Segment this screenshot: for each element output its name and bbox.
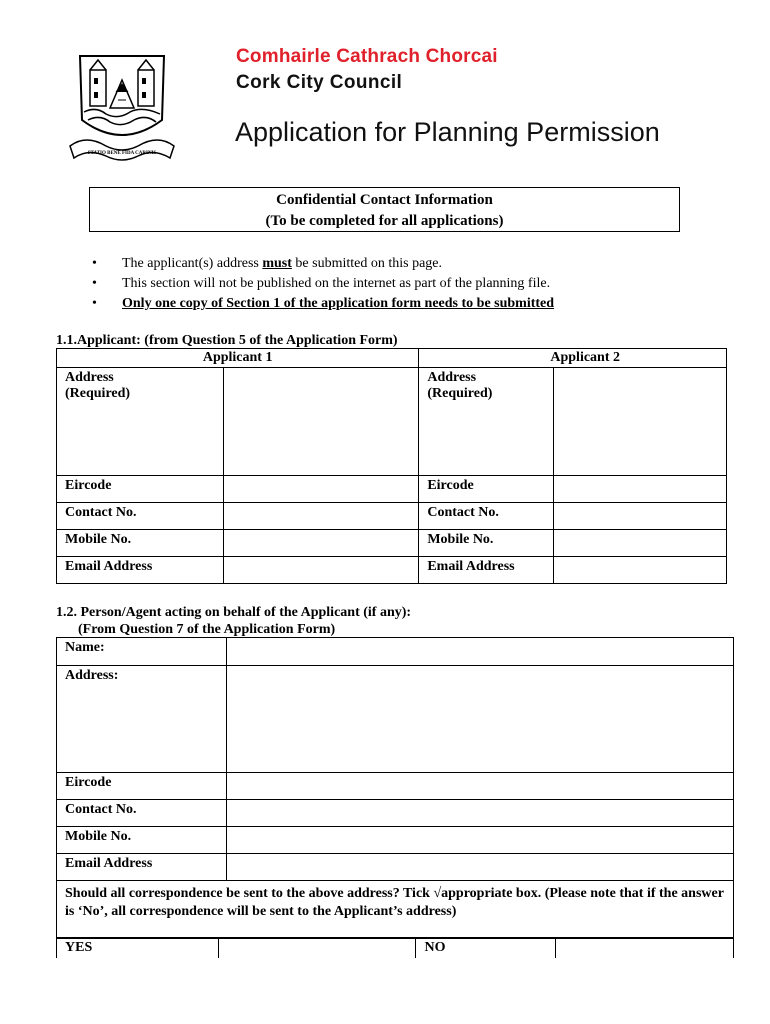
applicant-2-contact-field[interactable] <box>554 503 727 530</box>
bullet-icon: • <box>92 256 97 271</box>
address-label: Address (Required) <box>419 368 554 476</box>
eircode-label: Eircode <box>419 476 554 503</box>
bullet-text: The applicant(s) address <box>122 256 263 271</box>
mobile-label: Mobile No. <box>419 530 554 557</box>
agent-table <box>56 637 734 938</box>
bullet-icon: • <box>92 276 97 291</box>
applicant-1-contact-field[interactable] <box>223 503 419 530</box>
confidential-box <box>89 187 680 232</box>
bullet-text: Only one copy of Section 1 of the application form needs to be submitted <box>122 296 555 311</box>
instruction-list <box>92 254 554 314</box>
applicant-1-email-field[interactable] <box>223 557 419 584</box>
list-item <box>92 274 554 294</box>
agent-address-label: Address: <box>57 666 227 773</box>
agent-mobile-field[interactable] <box>226 827 733 854</box>
section-2-subheading: (From Question 7 of the Application Form) <box>78 622 336 637</box>
council-name-english: Cork City Council <box>236 72 403 93</box>
list-item <box>92 294 554 314</box>
applicant-1-eircode-field[interactable] <box>223 476 419 503</box>
agent-email-field[interactable] <box>226 854 733 881</box>
applicant-2-email-field[interactable] <box>554 557 727 584</box>
agent-mobile-label: Mobile No. <box>57 827 227 854</box>
email-label: Email Address <box>419 557 554 584</box>
applicant-2-header: Applicant 2 <box>419 349 727 368</box>
cork-city-crest-logo <box>66 50 178 168</box>
confidential-title: Confidential Contact Information <box>276 192 493 208</box>
bullet-icon: • <box>92 296 97 311</box>
agent-eircode-field[interactable] <box>226 773 733 800</box>
no-checkbox[interactable] <box>556 939 734 959</box>
applicant-2-eircode-field[interactable] <box>554 476 727 503</box>
confidential-subtitle: (To be completed for all applications) <box>265 213 504 229</box>
section-1-heading: 1.1.Applicant: (from Question 5 of the Application Form) <box>56 333 398 348</box>
council-name-irish: Comhairle Cathrach Chorcai <box>236 46 498 67</box>
yes-no-table <box>56 938 734 958</box>
correspondence-question: Should all correspondence be sent to the above address? Tick √appropriate box. (Please note that if the answer is ‘No’, all correspondence will be sent to the Applicant’s address) <box>57 881 734 938</box>
applicant-2-address-field[interactable] <box>554 368 727 476</box>
yes-checkbox[interactable] <box>218 939 416 959</box>
agent-name-label: Name: <box>57 638 227 666</box>
yes-label: YES <box>57 939 219 959</box>
no-label: NO <box>416 939 556 959</box>
applicant-table <box>56 348 727 584</box>
applicant-1-header: Applicant 1 <box>57 349 419 368</box>
agent-name-field[interactable] <box>226 638 733 666</box>
agent-address-field[interactable] <box>226 666 733 773</box>
address-label: Address (Required) <box>57 368 224 476</box>
contact-label: Contact No. <box>419 503 554 530</box>
list-item <box>92 254 554 274</box>
form-title: Application for Planning Permission <box>235 117 660 147</box>
agent-email-label: Email Address <box>57 854 227 881</box>
mobile-label: Mobile No. <box>57 530 224 557</box>
applicant-1-address-field[interactable] <box>223 368 419 476</box>
bullet-emphasis: must <box>262 256 292 271</box>
section-2-heading: 1.2. Person/Agent acting on behalf of the Applicant (if any): <box>56 605 412 620</box>
agent-contact-field[interactable] <box>226 800 733 827</box>
bullet-text: be submitted on this page. <box>291 256 442 271</box>
logo-motto: STATIO BENE FIDA CARINIS <box>87 151 157 156</box>
applicant-2-mobile-field[interactable] <box>554 530 727 557</box>
applicant-1-mobile-field[interactable] <box>223 530 419 557</box>
email-label: Email Address <box>57 557 224 584</box>
contact-label: Contact No. <box>57 503 224 530</box>
agent-eircode-label: Eircode <box>57 773 227 800</box>
agent-contact-label: Contact No. <box>57 800 227 827</box>
bullet-text: This section will not be published on the internet as part of the planning file. <box>122 276 551 291</box>
eircode-label: Eircode <box>57 476 224 503</box>
